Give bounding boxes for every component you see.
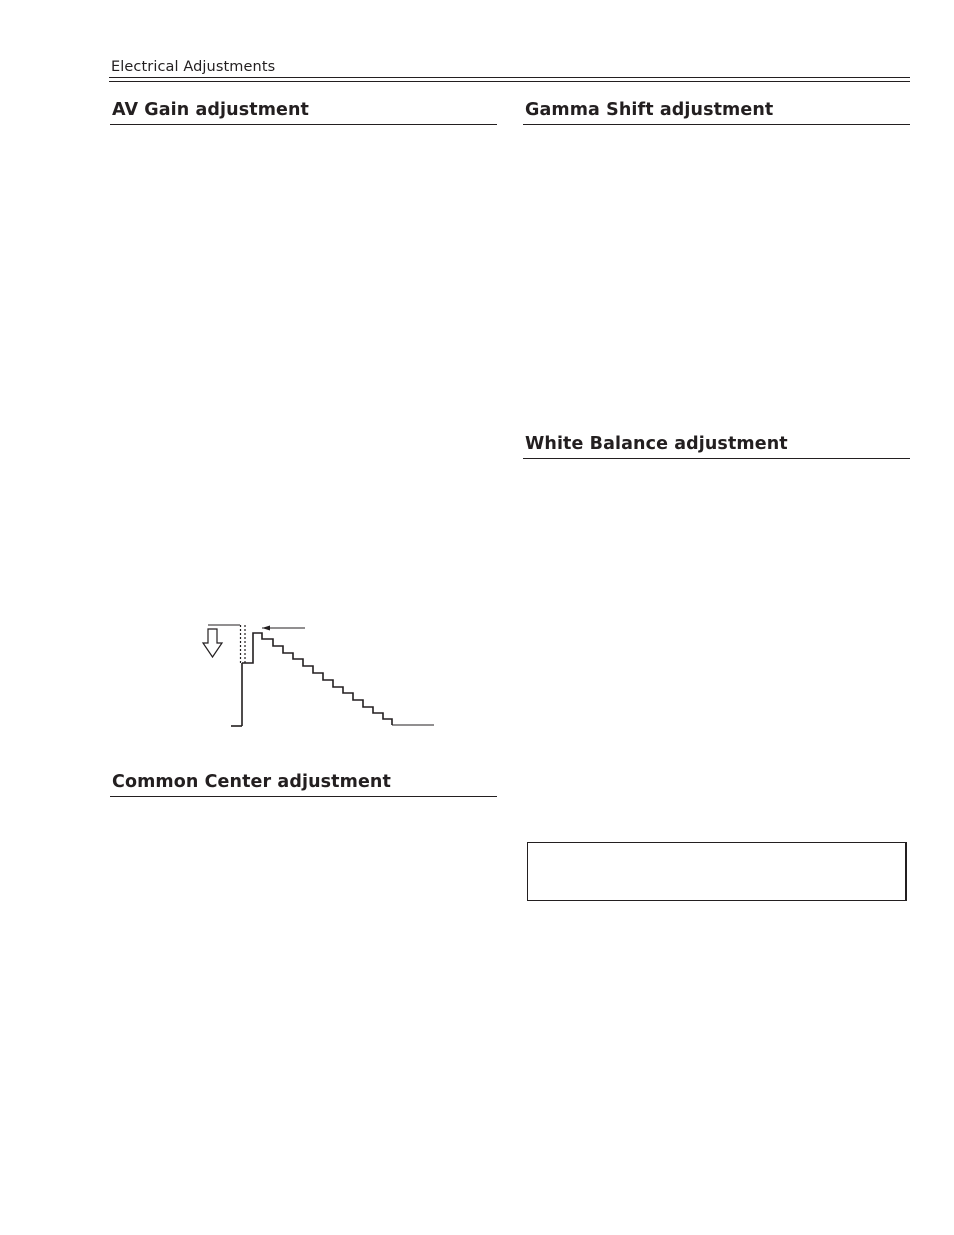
av-gain-heading: AV Gain adjustment — [112, 100, 310, 120]
down-arrow-icon — [203, 629, 222, 657]
header-rule — [109, 77, 910, 78]
white-balance-heading: White Balance adjustment — [525, 434, 788, 454]
common-center-heading-rule — [110, 796, 497, 797]
note-box — [527, 842, 907, 901]
waveform-first-step — [242, 633, 255, 663]
header-rule-secondary — [109, 81, 910, 82]
common-center-heading: Common Center adjustment — [112, 772, 391, 792]
av-gain-heading-rule — [110, 124, 497, 125]
gamma-shift-heading-rule — [523, 124, 910, 125]
left-arrow-head-icon — [262, 626, 270, 631]
gamma-shift-heading: Gamma Shift adjustment — [525, 100, 774, 120]
running-header: Electrical Adjustments — [111, 59, 276, 75]
staircase-waveform-figure — [190, 615, 440, 735]
waveform-staircase — [255, 633, 392, 725]
white-balance-heading-rule — [523, 458, 910, 459]
